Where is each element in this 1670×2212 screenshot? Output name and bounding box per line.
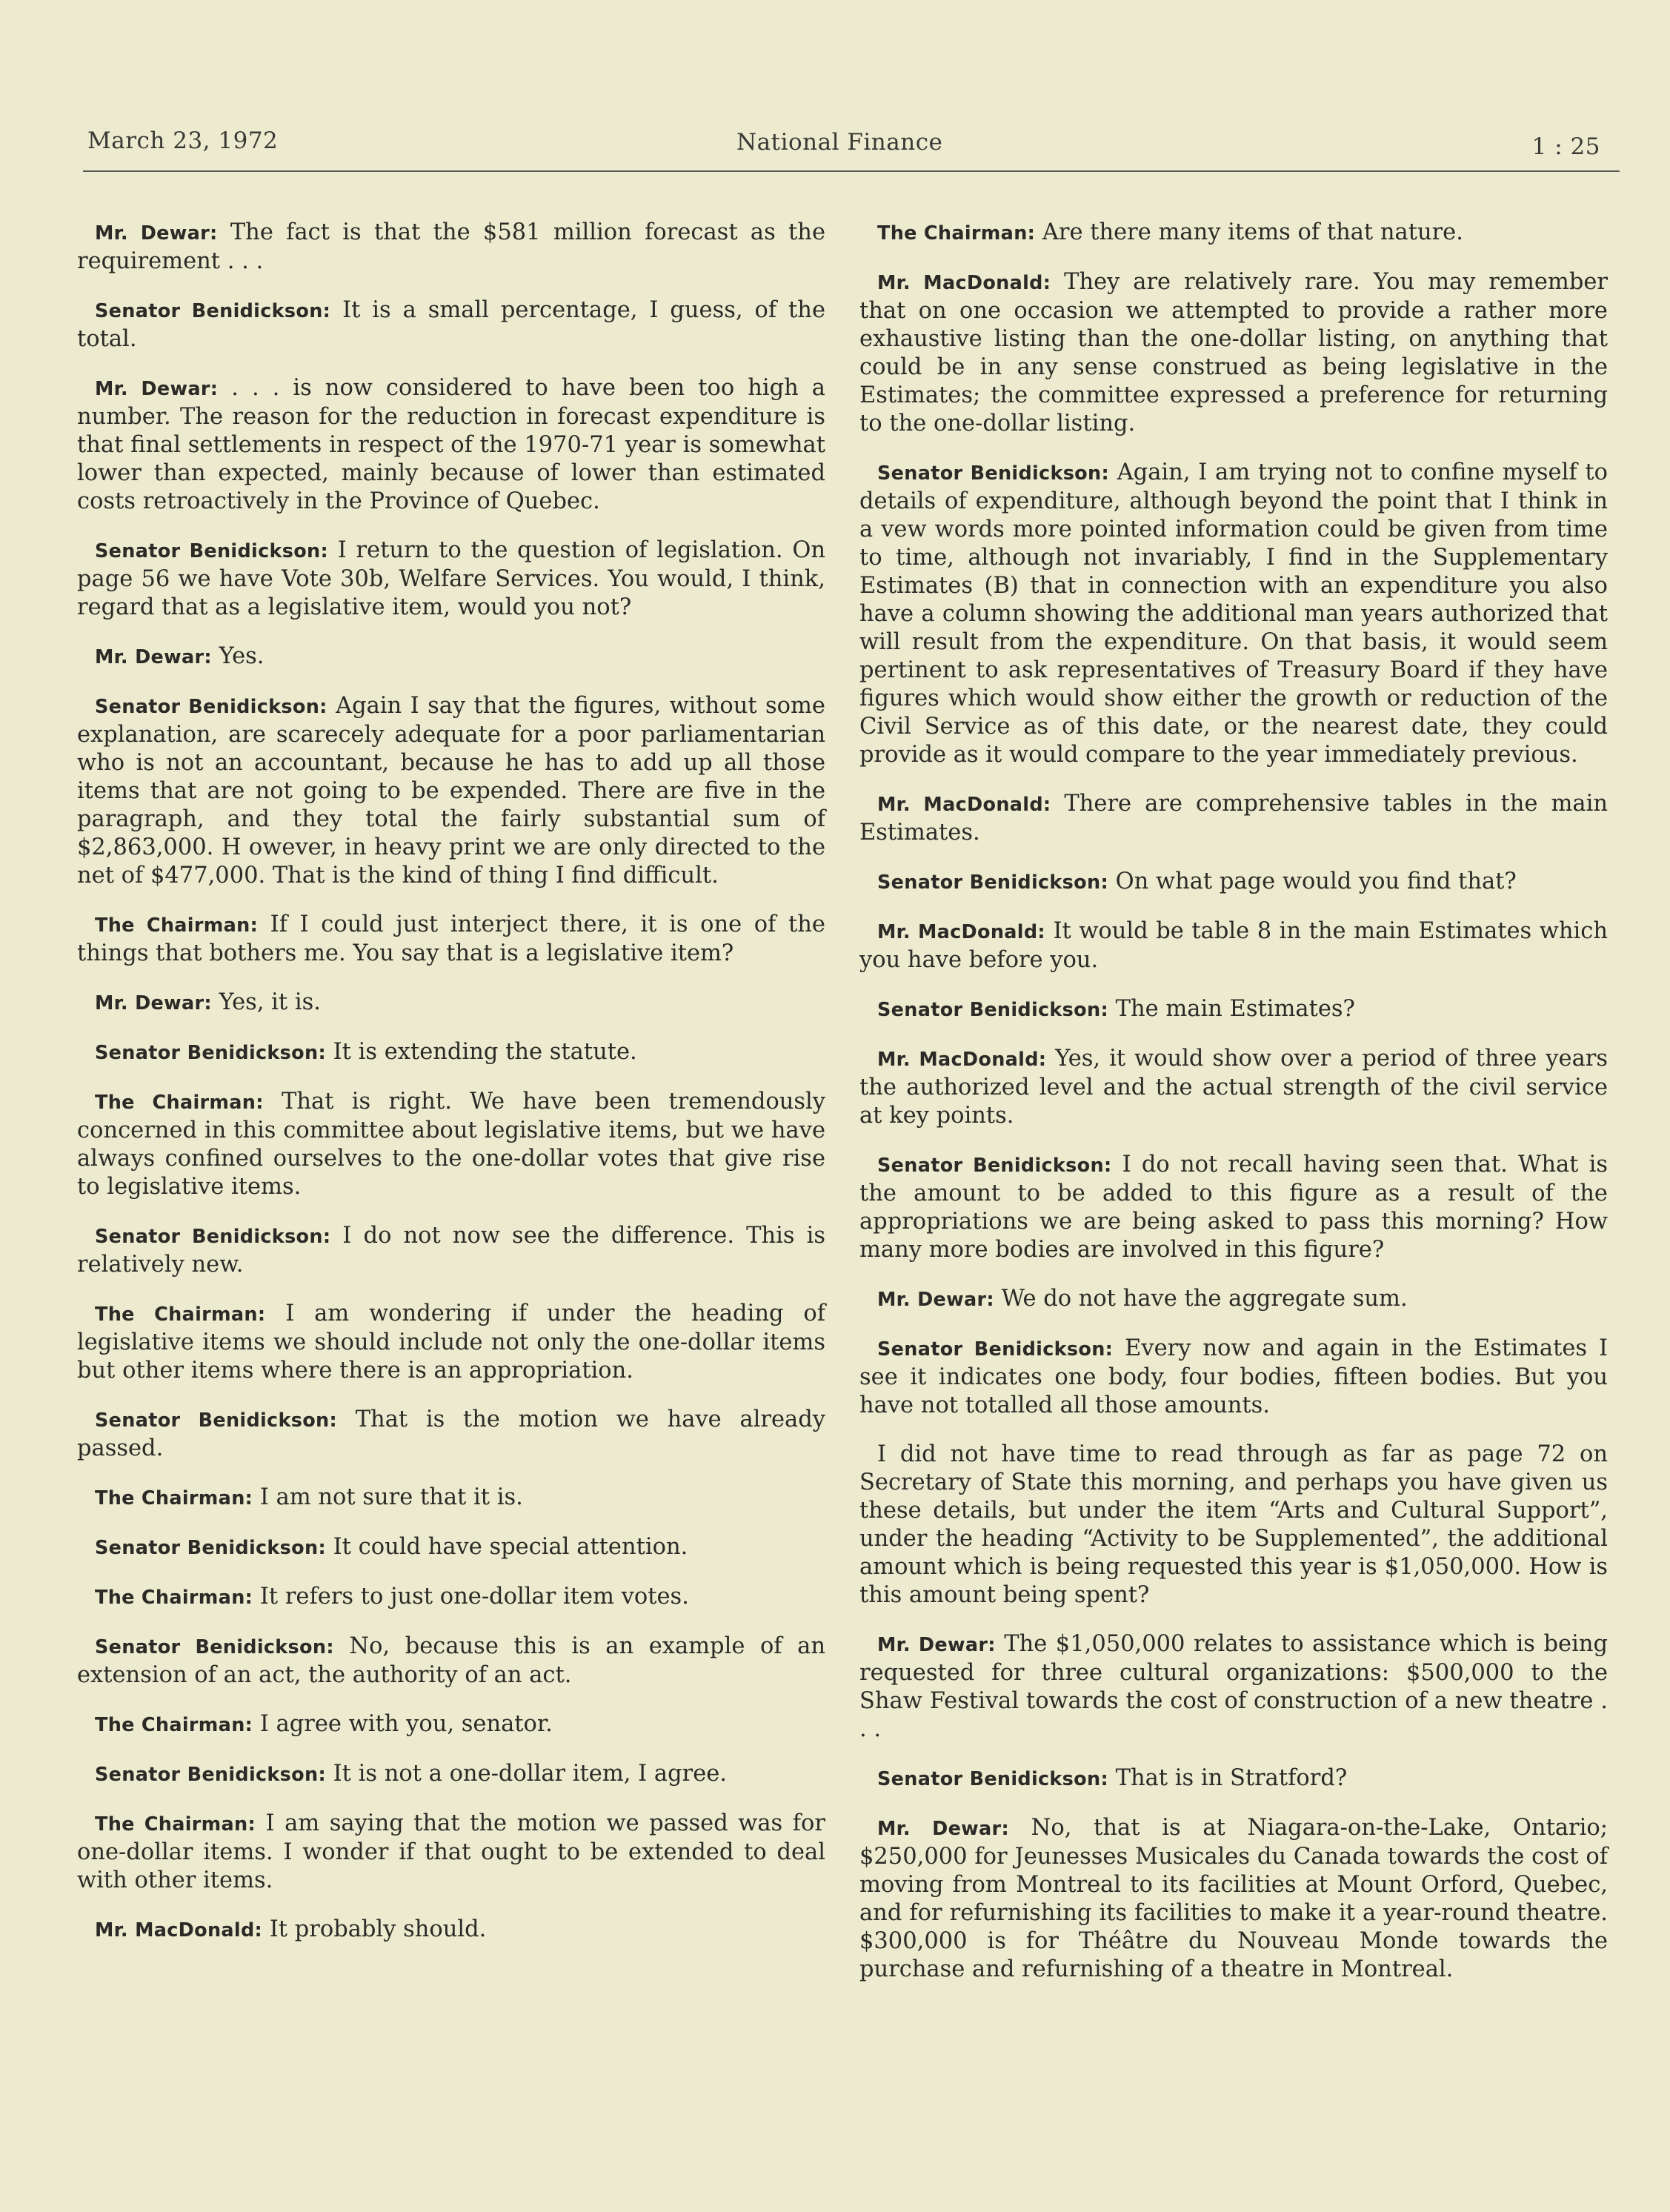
- speech-text: Again, I am trying not to confine myself to details of expenditure, although beyond the point that I think in a vew words more pointed information could be given from time to time, although not invariably, I find in the Supplementary Estimates (B) that in connection with an expenditure you also have a column showing the additional man years authorized that will result from the expenditure. On that basis, it would seem pertinent to ask representatives of Treasury Board if they have figures which would show either the growth or reduction of the Civil Service as of this date, or the nearest date, they could provide as it would compare to the year immediately previous.: [859, 459, 1608, 768]
- speaker-name: The Chairman :: [95, 1303, 265, 1326]
- speech-text: It is not a one-dollar item, I agree.: [325, 1761, 727, 1787]
- right-column: [859, 219, 1608, 2005]
- speaker-name: Mr. Dewar :: [95, 992, 212, 1014]
- speaker-name: Senator Benidickson :: [877, 1768, 1108, 1790]
- speech-text: I do not recall having seen that. What is the amount to be added to this figure as a result of the appropriations we are being asked to pass this morning? How many more bodies are involved in this figure?: [859, 1152, 1609, 1263]
- speech-text: It is a small percentage, I guess, of the total.: [77, 297, 826, 352]
- speech-text: I do not now see the difference. This is relatively new.: [77, 1223, 825, 1278]
- speech-text: It could have special attention.: [325, 1534, 688, 1560]
- transcript-paragraph: [77, 911, 825, 968]
- transcript-paragraph: [77, 1760, 825, 1789]
- header-page-number: 1 : 25: [1531, 133, 1600, 160]
- transcript-paragraph: [77, 537, 825, 622]
- transcript-paragraph: [77, 1916, 825, 1944]
- left-column: [77, 219, 825, 1965]
- speaker-name: Senator Benidickson :: [95, 1409, 337, 1432]
- transcript-paragraph: [859, 1335, 1608, 1420]
- speech-text: I am wondering if under the heading of legislative items we should include not only the one-dollar items but other items where there is an appropriation.: [77, 1301, 825, 1384]
- speech-text: They are relatively rare. You may remember that on one occasion we attempted to provide a rather more exhaustive listing than the one-dollar listing, on anything that could be in any sense construed as being legislative in the Estimates; the committee expressed a preference for returning to the one-dollar listing.: [859, 269, 1608, 436]
- transcript-paragraph: [859, 459, 1608, 769]
- speaker-name: Mr. MacDonald :: [877, 1049, 1046, 1071]
- transcript-paragraph: [77, 1533, 825, 1562]
- speaker-name: Senator Benidickson :: [877, 462, 1109, 485]
- speech-text: Yes, it is.: [211, 989, 321, 1015]
- speech-text: It probably should.: [262, 1916, 487, 1942]
- transcript-paragraph: [859, 790, 1608, 847]
- transcript-paragraph: [77, 1406, 825, 1463]
- speech-text: No, that is at Niagara-on-the-Lake, Ontario; $250,000 for Jeunesses Musicales du Canada towards the cost of moving from Montreal to its facilities at Mount Orford, Quebec, and for refurnishing its facilities to make it a year-round theatre. $300,000 is for Théâtre du Nouveau Monde towards the purchase and refurnishing of a theatre in Montreal.: [859, 1815, 1608, 1982]
- header-date: March 23, 1972: [87, 127, 279, 154]
- speaker-name: Senator Benidickson :: [95, 300, 330, 322]
- header-title: National Finance: [736, 129, 943, 156]
- speech-text: It refers to just one-dollar item votes.: [253, 1584, 689, 1610]
- speaker-name: Senator Benidickson :: [95, 1042, 326, 1064]
- speech-text: There are comprehensive tables in the main Estimates.: [859, 791, 1608, 846]
- speech-text: Again I say that the figures, without some explanation, are scarecely adequate for a poor parliamentarian who is not an accountant, because he has to add up all those items that are not going to be expended. There are five in the paragraph, and they total the fairly substantial sum of $2,863,000. H owever, in heavy print we are only directed to the net of $477,000. That is the kind of thing I find difficult.: [77, 693, 825, 889]
- transcript-paragraph: [77, 1710, 825, 1739]
- speech-text: Yes, it would show over a period of three years the authorized level and the actual strength of the civil service at key points.: [859, 1046, 1608, 1129]
- speaker-name: Senator Benidickson :: [95, 1764, 326, 1786]
- speaker-name: Senator Benidickson :: [95, 1636, 334, 1658]
- transcript-paragraph: [77, 1300, 825, 1385]
- speaker-name: Mr. Dewar :: [95, 646, 212, 668]
- speaker-name: Senator Benidickson :: [95, 1226, 330, 1248]
- speech-text: I agree with you, senator.: [253, 1711, 553, 1737]
- speaker-name: Mr. Dewar :: [877, 1289, 994, 1311]
- speaker-name: Senator Benidickson :: [877, 999, 1108, 1021]
- speech-text: Every now and again in the Estimates I see it indicates one body, four bodies, fifteen bodies. But you have not totalled all those amounts.: [859, 1335, 1608, 1418]
- speaker-name: Mr. MacDonald :: [95, 1919, 262, 1942]
- transcript-paragraph: [859, 219, 1608, 248]
- transcript-paragraph: [859, 1151, 1608, 1264]
- transcript-paragraph: [77, 1222, 825, 1279]
- speaker-name: The Chairman :: [877, 222, 1035, 245]
- speech-text: Yes.: [211, 643, 265, 669]
- speaker-name: The Chairman :: [95, 1092, 264, 1114]
- speaker-name: The Chairman :: [95, 1487, 253, 1509]
- transcript-paragraph: [77, 1633, 825, 1690]
- speaker-name: The Chairman :: [95, 1587, 253, 1609]
- speech-text: It would be table 8 in the main Estimates which you have before you.: [859, 918, 1608, 973]
- speaker-name: Mr. MacDonald :: [877, 921, 1045, 943]
- speaker-name: Senator Benidickson :: [877, 1338, 1113, 1361]
- transcript-paragraph: [859, 868, 1608, 897]
- speech-text: No, because this is an example of an extension of an act, the authority of an act.: [77, 1633, 825, 1688]
- speech-text: It is extending the statute.: [325, 1039, 637, 1065]
- speaker-name: Mr. Dewar :: [95, 378, 218, 400]
- speaker-name: Mr. Dewar :: [877, 1818, 1009, 1840]
- speaker-name: The Chairman :: [95, 1813, 256, 1836]
- speaker-name: Mr. Dewar :: [877, 1634, 996, 1656]
- speech-text: That is in Stratford?: [1108, 1765, 1348, 1791]
- transcript-paragraph: [859, 1441, 1608, 1610]
- speech-text: I am not sure that it is.: [253, 1484, 523, 1510]
- transcript-paragraph: [859, 1814, 1608, 1984]
- speech-text: The $1,050,000 relates to assistance which is being requested for three cultural organizations: $500,000 to the Shaw Festival towards the cost of construction of a new theatre . . .: [859, 1631, 1608, 1742]
- speech-text: We do not have the aggregate sum.: [994, 1286, 1408, 1312]
- transcript-paragraph: [77, 296, 825, 353]
- speaker-name: The Chairman :: [95, 1714, 253, 1736]
- speech-text: If I could just interject there, it is one of the things that bothers me. You say that is a legislative item?: [77, 911, 825, 966]
- speech-text: I return to the question of legislation. On page 56 we have Vote 30b, Welfare Services. You would, I think, regard that as a legislative item, would you not?: [77, 537, 825, 620]
- speaker-name: Senator Benidickson :: [877, 871, 1108, 894]
- transcript-paragraph: [77, 692, 825, 890]
- speech-text: . . . is now considered to have been too high a number. The reason for the reduction in forecast expenditure is that final settlements in respect of the 1970-71 year is somewhat lower than expected, mainly because of lower than estimated costs retroactively in the Province of Quebec.: [77, 375, 825, 514]
- transcript-paragraph: [859, 1285, 1608, 1314]
- speaker-name: The Chairman :: [95, 914, 258, 937]
- transcript-paragraph: [77, 1484, 825, 1512]
- speech-text: I am saying that the motion we passed was for one-dollar items. I wonder if that ought to be extended to deal with other items.: [77, 1810, 825, 1893]
- speaker-name: Senator Benidickson :: [95, 1537, 326, 1559]
- transcript-paragraph: [859, 268, 1608, 438]
- speaker-name: Senator Benidickson :: [95, 696, 327, 718]
- speaker-name: Senator Benidickson :: [95, 540, 328, 562]
- transcript-paragraph: [77, 1088, 825, 1201]
- transcript-paragraph: [859, 1630, 1608, 1744]
- speech-text: The fact is that the $581 million forecast as the requirement . . .: [77, 219, 825, 274]
- transcript-paragraph: [77, 1038, 825, 1067]
- transcript-paragraph: [859, 1045, 1608, 1130]
- transcript-paragraph: [77, 989, 825, 1017]
- transcript-paragraph: [77, 219, 825, 276]
- speech-text: The main Estimates?: [1108, 996, 1355, 1022]
- page-header: [83, 124, 1620, 172]
- transcript-paragraph: [859, 1764, 1608, 1793]
- speech-text: On what page would you find that?: [1108, 868, 1517, 894]
- transcript-paragraph: [77, 642, 825, 671]
- speech-text: I did not have time to read through as far as page 72 on Secretary of State this morning, and perhaps you have given us these details, but under the item “Arts and Cultural Support”, under the heading “Activity to be Supplemented”, the additional amount which is being requested this year is $1,050,000. How is this amount being spent?: [859, 1441, 1608, 1608]
- speaker-name: Mr. MacDonald :: [877, 794, 1051, 816]
- transcript-paragraph: [859, 917, 1608, 974]
- transcript-paragraph: [859, 995, 1608, 1024]
- speaker-name: Mr. Dewar :: [95, 222, 218, 245]
- speaker-name: Senator Benidickson :: [877, 1155, 1111, 1177]
- speaker-name: Mr. MacDonald :: [877, 272, 1051, 294]
- speech-text: That is right. We have been tremendously concerned in this committee about legislative items, but we have always confined ourselves to the one-dollar votes that give rise to legislative items.: [77, 1089, 825, 1200]
- speech-text: That is the motion we have already passed.: [77, 1406, 825, 1461]
- transcript-paragraph: [77, 374, 825, 516]
- transcript-paragraph: [77, 1583, 825, 1612]
- transcript-paragraph: [77, 1810, 825, 1895]
- speech-text: Are there many items of that nature.: [1035, 219, 1463, 245]
